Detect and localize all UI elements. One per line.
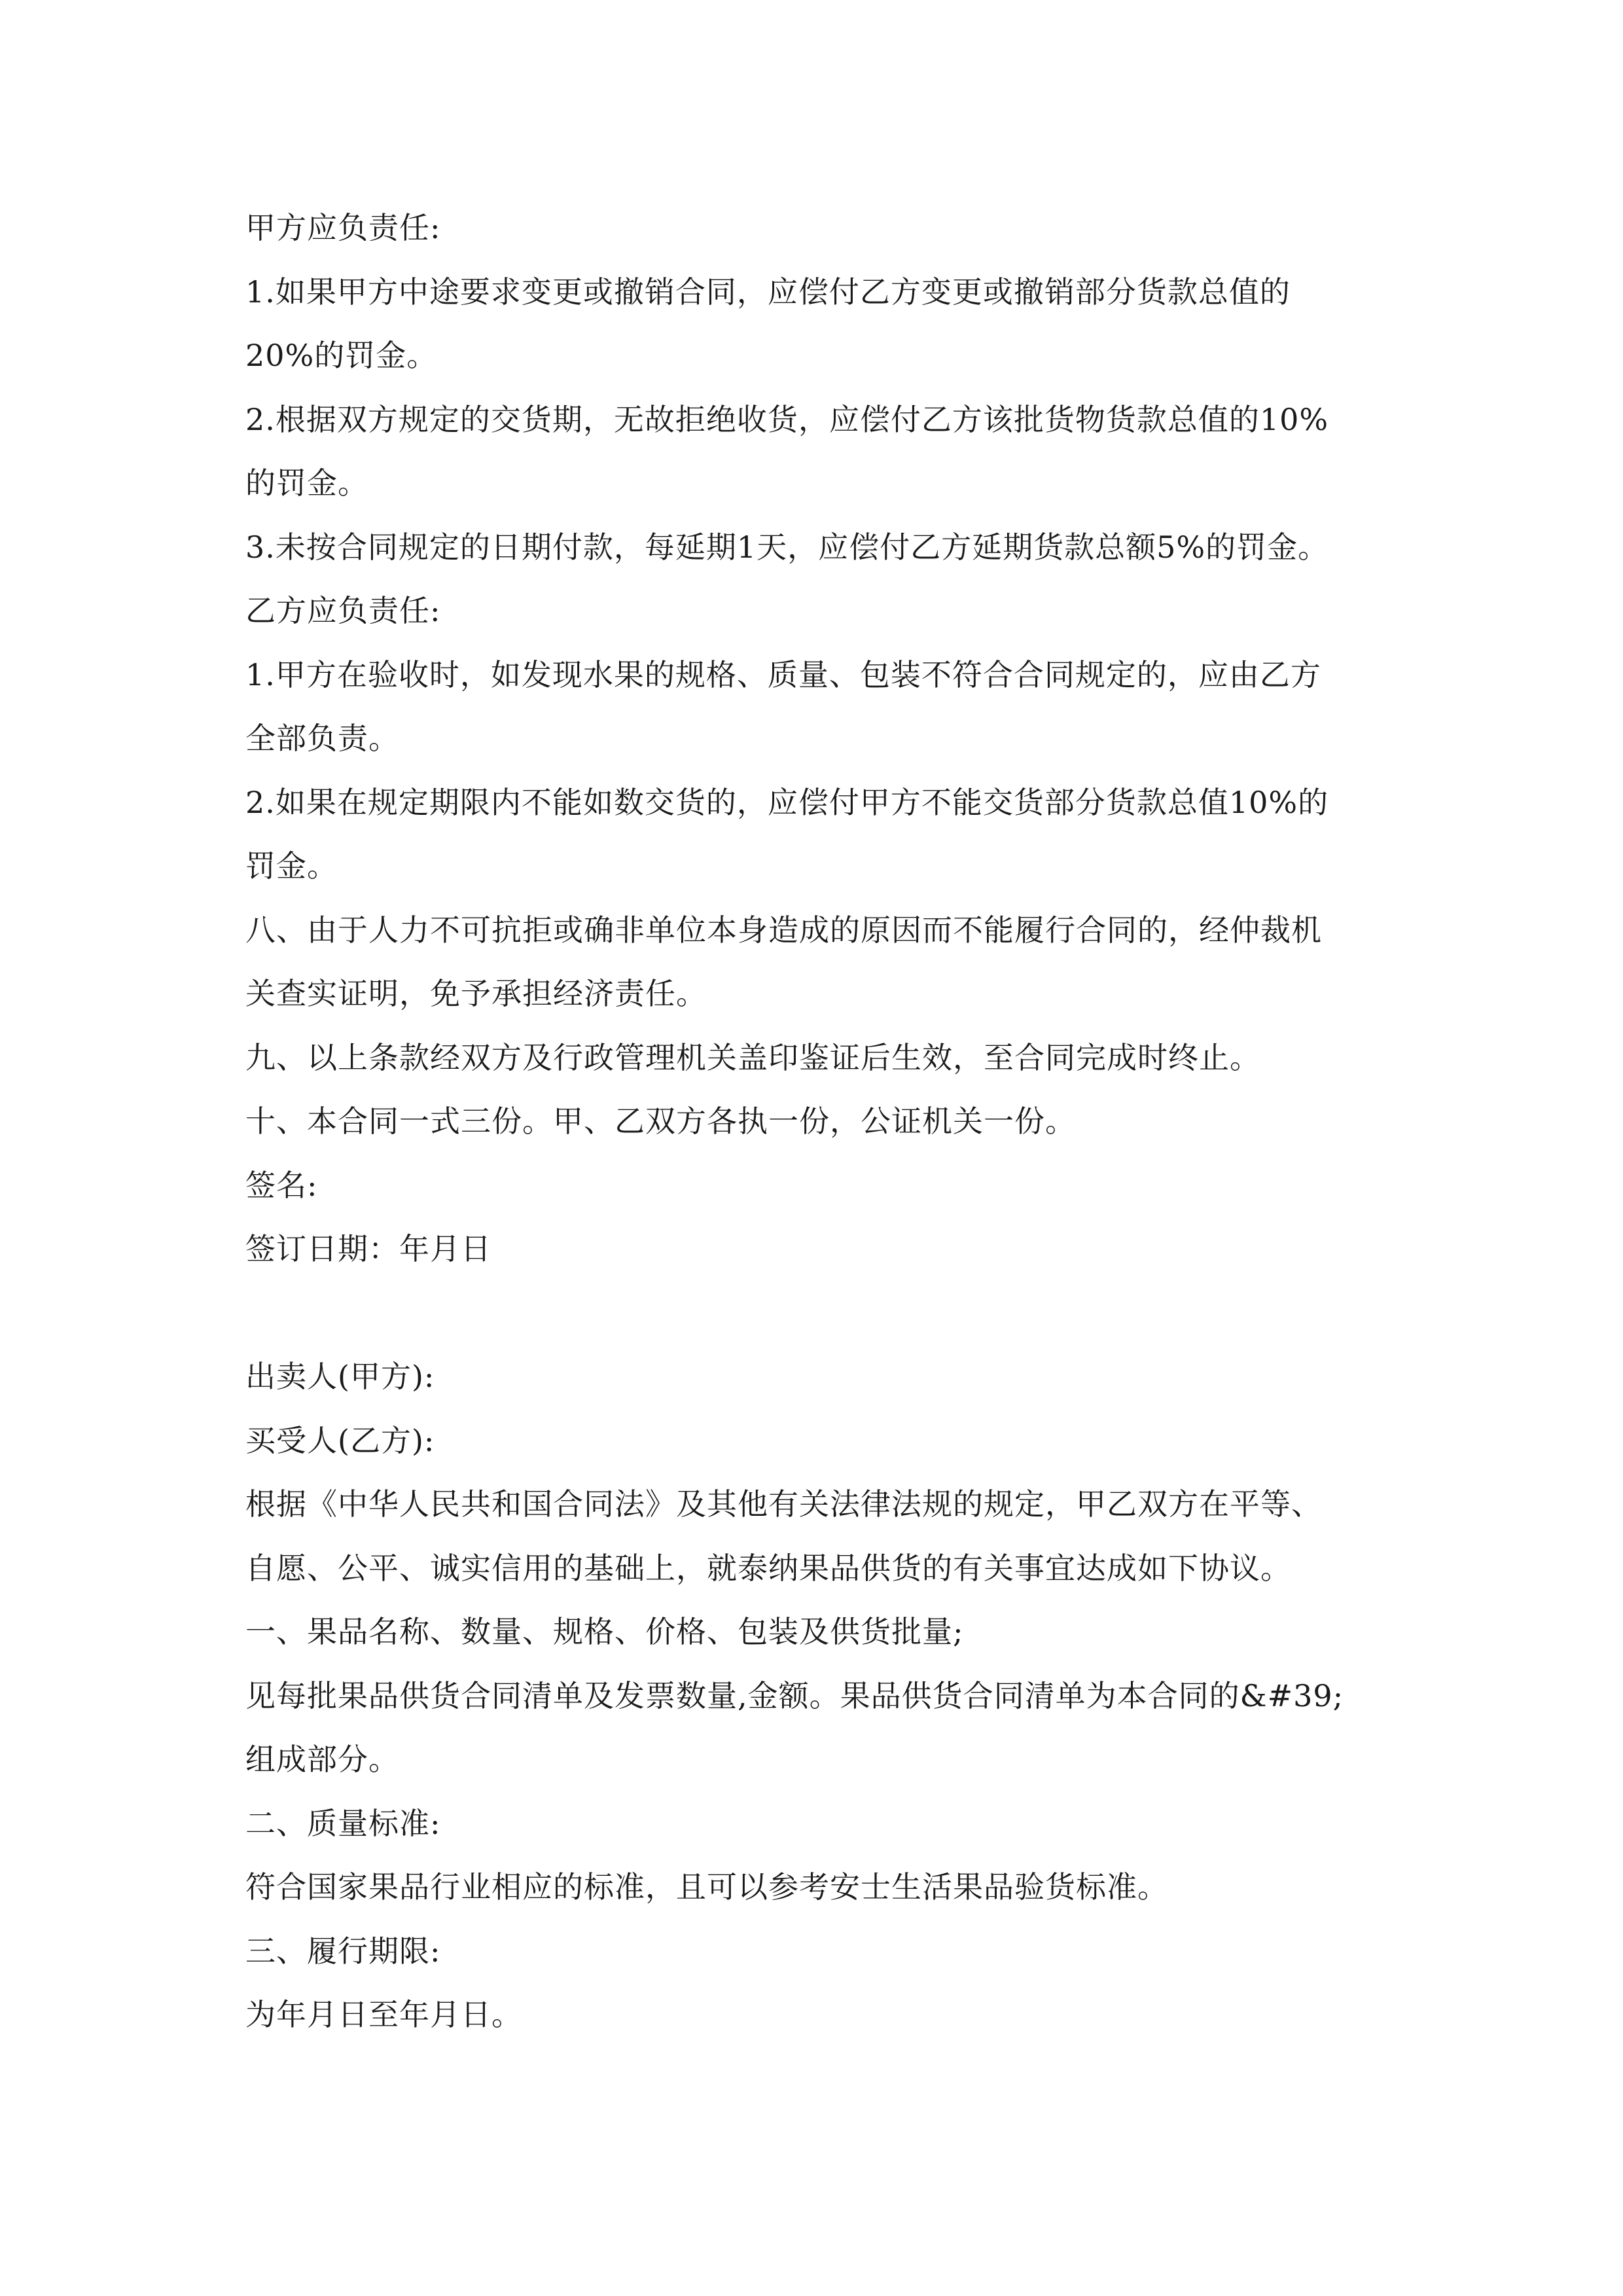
paragraph-line: 3.未按合同规定的日期付款，每延期1天，应偿付乙方延期货款总额5%的罚金。 bbox=[245, 529, 1329, 565]
preamble-line: 根据《中华人民共和国合同法》及其他有关法律法规的规定，甲乙双方在平等、 bbox=[245, 1486, 1322, 1522]
paragraph-line: 罚金。 bbox=[245, 848, 338, 884]
paragraph-line: 组成部分。 bbox=[245, 1742, 399, 1777]
paragraph-line: 为年月日至年月日。 bbox=[245, 1997, 522, 2032]
clause-nine-line: 九、以上条款经双方及行政管理机关盖印鉴证后生效，至合同完成时终止。 bbox=[245, 1039, 1260, 1075]
paragraph-line: 1.甲方在验收时，如发现水果的规格、质量、包装不符合合同规定的，应由乙方 bbox=[245, 656, 1321, 692]
paragraph-line: 的罚金。 bbox=[245, 465, 368, 501]
clause-eight-line: 八、由于人力不可抗拒或确非单位本身造成的原因而不能履行合同的，经仲裁机 bbox=[245, 912, 1322, 948]
signing-date-label: 签订日期：年月日 bbox=[245, 1231, 491, 1266]
clause-two-heading: 二、质量标准: bbox=[245, 1805, 441, 1841]
blank-spacer bbox=[245, 1282, 1397, 1346]
section-heading-party-a-liability: 甲方应负责任: bbox=[245, 210, 441, 245]
preamble-line: 自愿、公平、诚实信用的基础上，就泰纳果品供货的有关事宜达成如下协议。 bbox=[245, 1550, 1291, 1586]
clause-ten-line: 十、本合同一式三份。甲、乙双方各执一份，公证机关一份。 bbox=[245, 1103, 1076, 1139]
document-body bbox=[245, 196, 1397, 2047]
paragraph-line: 2.如果在规定期限内不能如数交货的，应偿付甲方不能交货部分货款总值10%的 bbox=[245, 784, 1329, 820]
paragraph-line: 全部负责。 bbox=[245, 721, 399, 756]
paragraph-line: 见每批果品供货合同清单及发票数量,金额。果品供货合同清单为本合同的&#39; bbox=[245, 1677, 1344, 1713]
paragraph-line: 1.如果甲方中途要求变更或撤销合同，应偿付乙方变更或撤销部分货款总值的 bbox=[245, 274, 1291, 310]
clause-three-heading: 三、履行期限: bbox=[245, 1933, 441, 1969]
seller-label: 出卖人(甲方): bbox=[245, 1359, 435, 1394]
paragraph-line: 2.根据双方规定的交货期，无故拒绝收货，应偿付乙方该批货物货款总值的10% bbox=[245, 401, 1329, 437]
signature-label: 签名: bbox=[245, 1167, 318, 1203]
paragraph-line: 20%的罚金。 bbox=[245, 338, 438, 373]
paragraph-line: 符合国家果品行业相应的标准，且可以参考安士生活果品验货标准。 bbox=[245, 1869, 1168, 1905]
section-heading-party-b-liability: 乙方应负责任: bbox=[245, 593, 441, 628]
clause-eight-line: 关查实证明，免予承担经济责任。 bbox=[245, 976, 707, 1011]
buyer-label: 买受人(乙方): bbox=[245, 1422, 435, 1458]
clause-one-heading: 一、果品名称、数量、规格、价格、包装及供货批量; bbox=[245, 1614, 964, 1649]
